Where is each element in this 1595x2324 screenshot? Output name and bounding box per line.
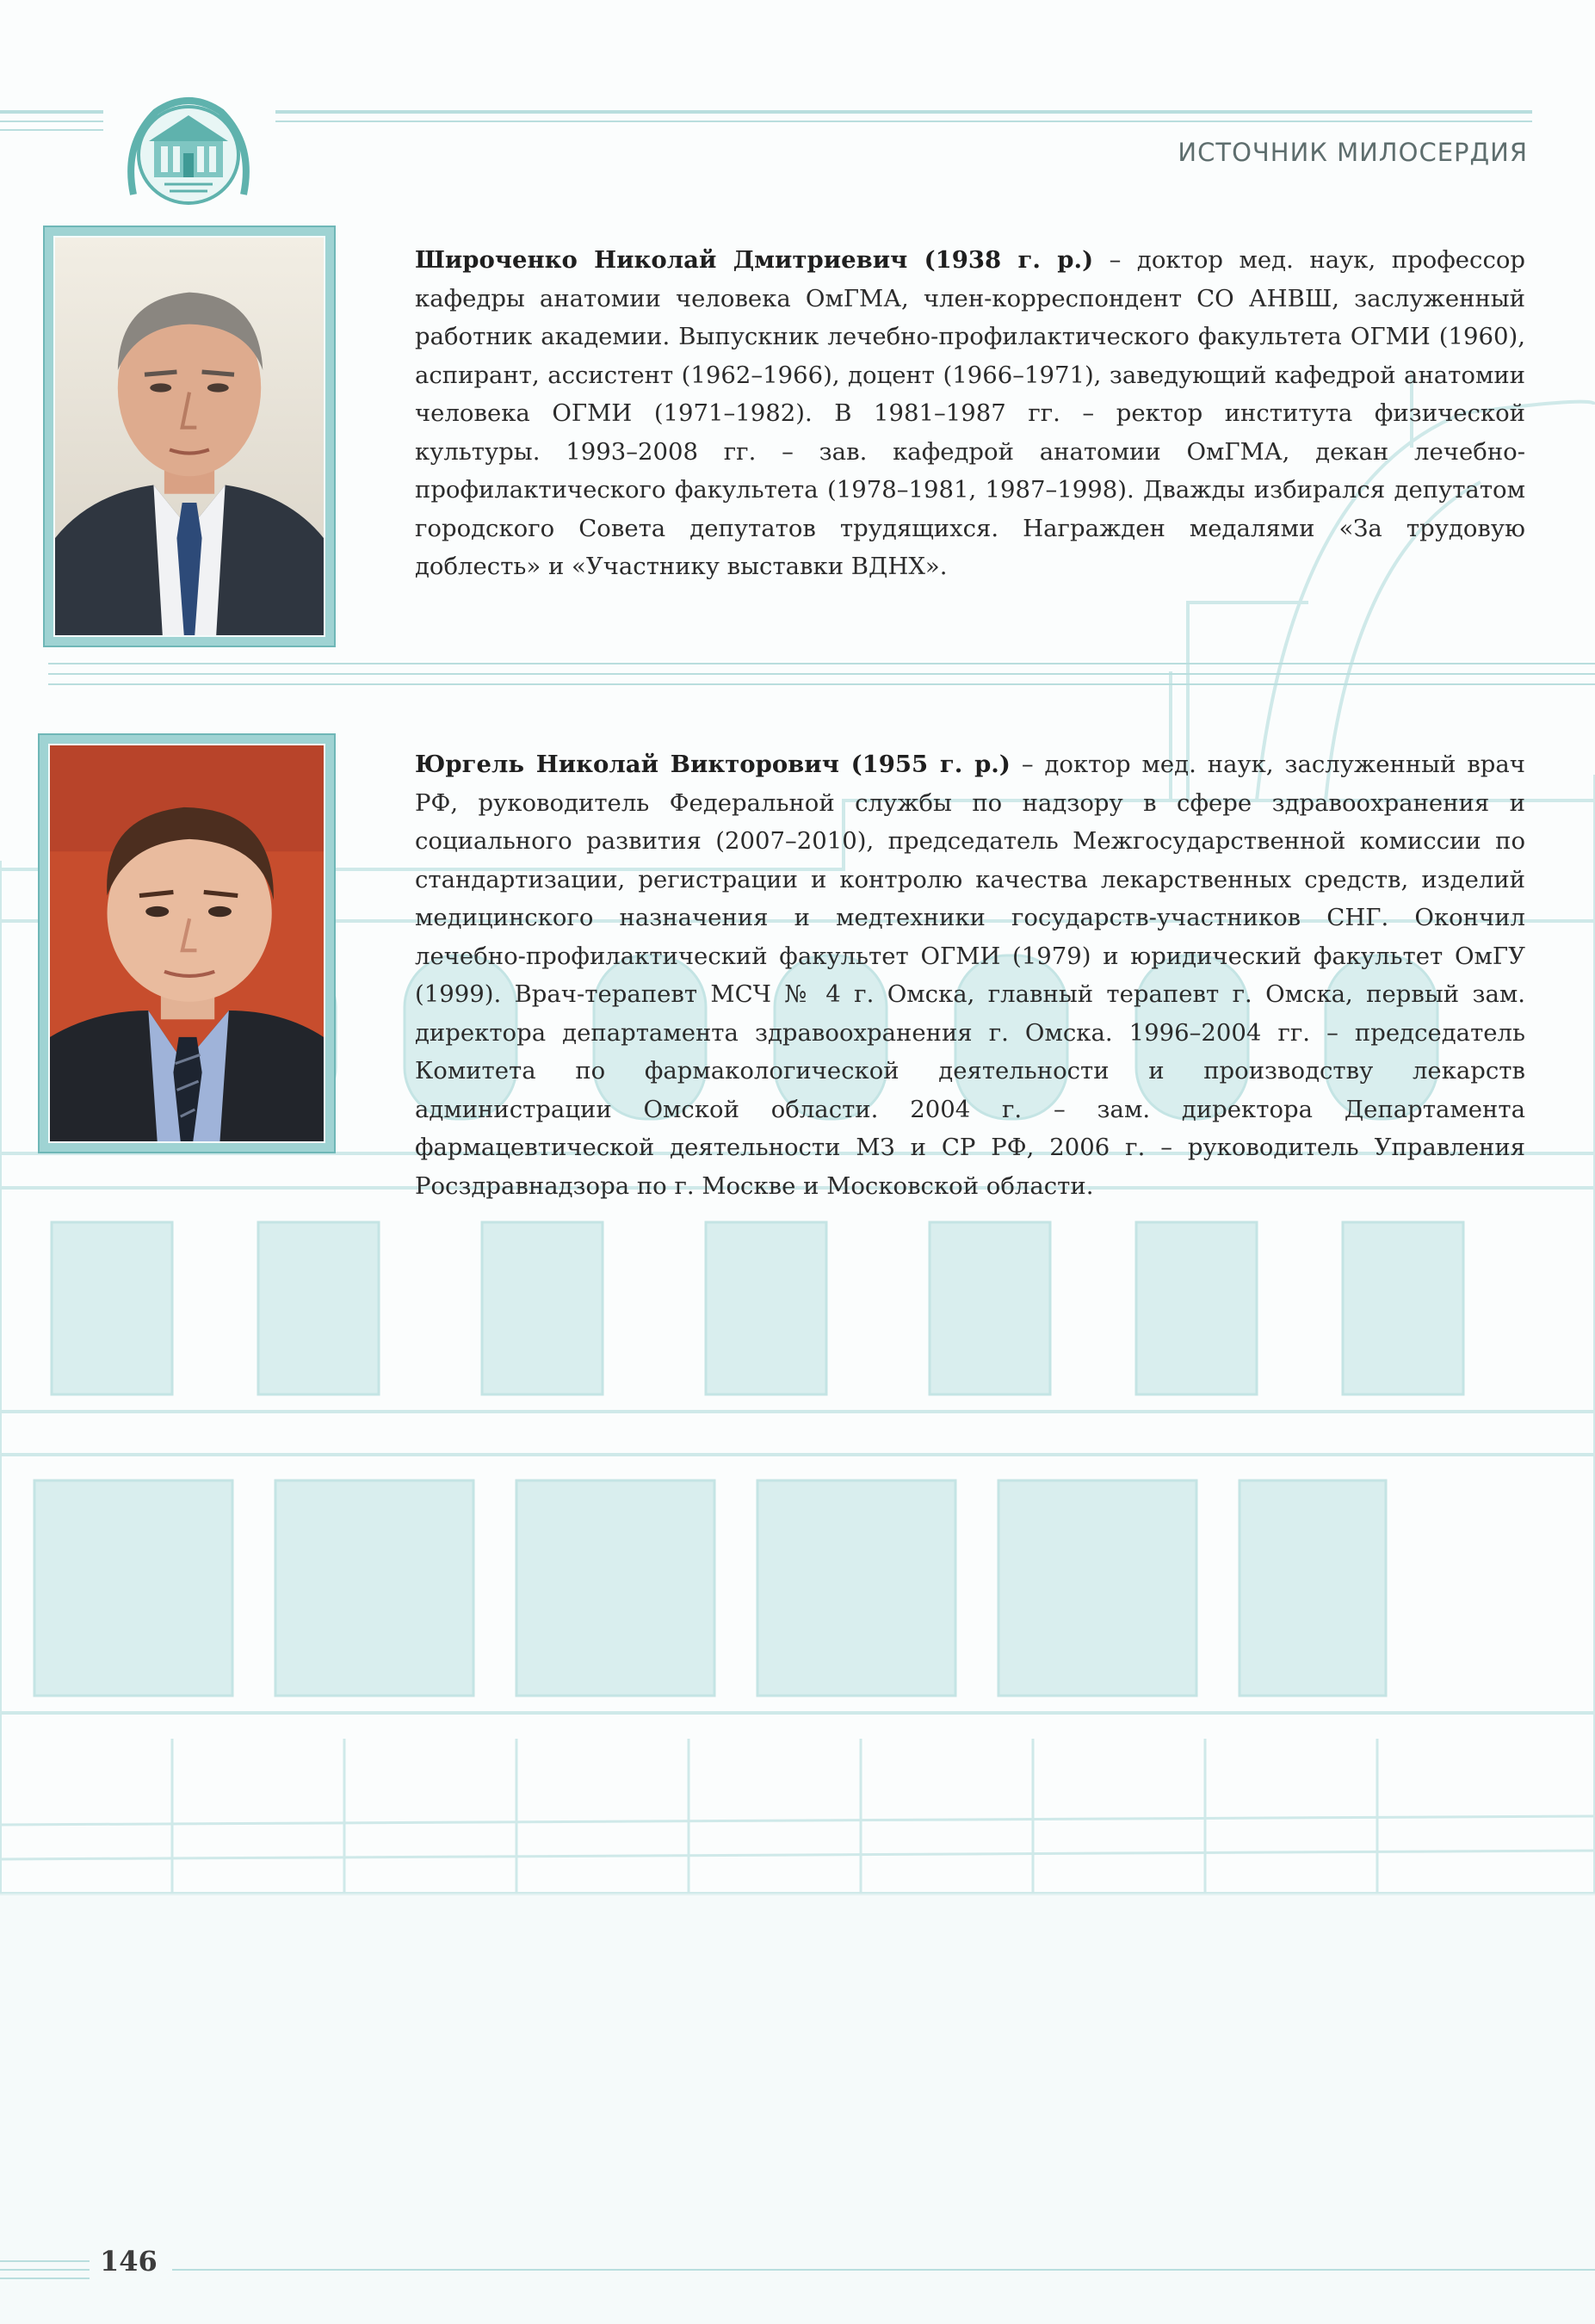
footer-rule [172, 2269, 1595, 2271]
person-name: Широченко Николай Дмитриевич (1938 г. р.) [415, 246, 1094, 274]
header-rule [275, 121, 1532, 122]
header-rule [0, 121, 103, 122]
header-rule [275, 110, 1532, 114]
portrait-frame [38, 733, 336, 1153]
section-divider-rule [48, 683, 1595, 685]
running-title: ИСТОЧНИК МИЛОСЕРДИЯ [1178, 138, 1528, 167]
biography-text: – доктор мед. наук, заслуженный врач РФ, руководитель Федеральной службы по надзору в сфере здравоохранения и социального развития (2007–2010), председатель Межгосударственной комиссии по стандартизации, регистрации и контролю качества лекарственных средств, изделий медицинского назначения и медтехники государств-участников СНГ. Окончил лечебно-профилактический факультет ОГМИ (1979) и юридический факультет ОмГУ (1999). Врач-терапевт МСЧ № 4 г. Омска, главный терапевт г. Омска, первый зам. директора департамента здравоохранения г. Омска. 1996–2004 гг. – председатель Комитета по фармакологической деятельности и производству лекарств администрации Омской области. 2004 г. – зам. директора Департамента фармацевтической деятельности МЗ и СР РФ, 2006 г. – руководитель Управления Росздравнадзора по г. Москве и Московской области. [415, 751, 1525, 1200]
header-rule [0, 129, 103, 131]
biography-text: – доктор мед. наук, профессор кафедры анатомии человека ОмГМА, член-корреспондент СО АНВШ, заслуженный работник академии. Выпускник лечебно-профилактического факультета ОГМИ (1960), аспирант, ассистент (1962–1966), доцент (1966–1971), заведующий кафедрой анатомии человека ОГМИ (1971–1982). В 1981–1987 гг. – ректор института физической культуры. 1993–2008 гг. – зав. кафедрой анатомии ОмГМА, декан лечебно-профилактического факультета (1978–1981, 1987–1998). Дважды избирался депутатом городского Совета депутатов трудящихся. Награжден медалями «За трудовую доблесть» и «Участнику выставки ВДНХ». [415, 246, 1526, 580]
academy-emblem-icon [123, 93, 254, 207]
biography-entry [415, 241, 1525, 586]
portrait-photo-icon [53, 236, 325, 637]
page-number: 146 [100, 2245, 158, 2278]
portrait-photo-icon [48, 744, 325, 1143]
footer-rule [0, 2278, 90, 2279]
biography-entry [415, 745, 1525, 1205]
header-rule [0, 110, 103, 114]
footer-rule [0, 2269, 90, 2271]
portrait-frame [43, 226, 336, 647]
footer-rule [0, 2260, 90, 2262]
person-name: Юргель Николай Викторович (1955 г. р.) [415, 751, 1011, 778]
section-divider-rule [48, 673, 1595, 675]
section-divider-rule [48, 663, 1595, 664]
